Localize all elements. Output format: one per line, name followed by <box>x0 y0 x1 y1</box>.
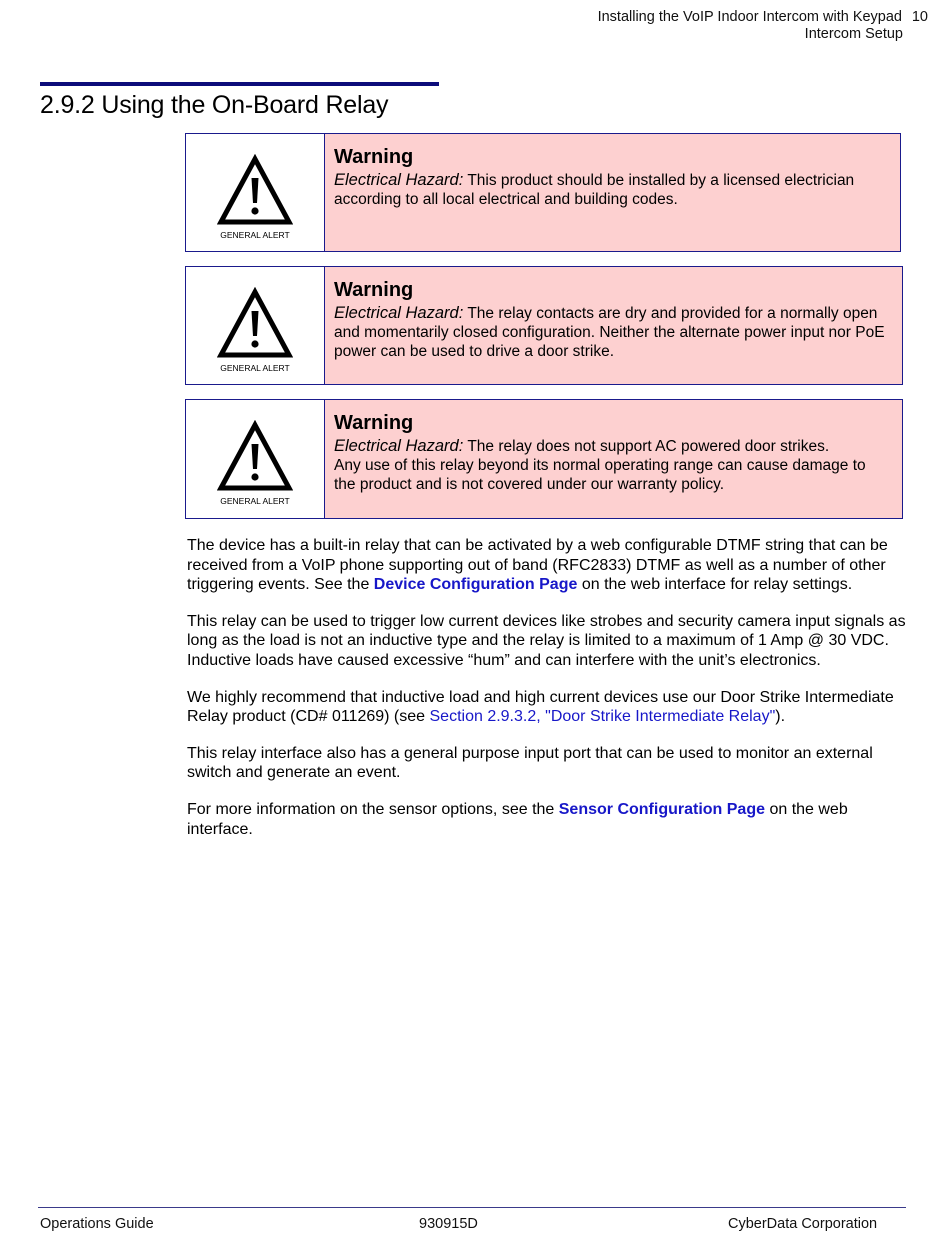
warning-triangle-icon <box>217 420 293 492</box>
warning-content <box>325 400 902 518</box>
alert-icon-label: GENERAL ALERT <box>220 363 290 373</box>
device-config-link[interactable]: Device Configuration Page <box>373 576 578 594</box>
footer-center: 930915D <box>419 1216 478 1232</box>
header-subtitle: Intercom Setup <box>804 26 903 42</box>
paragraph-text: The device has a built-in relay that can be activated by a web configurable DTMF string that can be received from a VoIP phone supporting out of band (RFC2833) DTMF as well as a number of other triggering events. See the <box>187 537 888 594</box>
warning-body: The relay does not support AC powered door strikes. <box>463 438 830 455</box>
warning-extra: Any use of this relay beyond its normal operating range can cause damage to the product and is not covered under our warranty policy. <box>334 457 866 493</box>
page-header <box>598 9 928 43</box>
header-title: Installing the VoIP Indoor Intercom with Keypad <box>597 9 902 25</box>
paragraph-text: We highly recommend that inductive load and high current devices use our Door Strike Intermediate Relay product (CD# 011269) (see <box>187 688 894 726</box>
warning-title: Warning <box>334 279 414 301</box>
warning-triangle-icon <box>217 287 293 359</box>
footer-rule <box>38 1207 906 1208</box>
footer-right: CyberData Corporation <box>728 1216 878 1232</box>
paragraph-text: For more information on the sensor options, see the <box>187 800 559 818</box>
paragraph: This relay can be used to trigger low current devices like strobes and security camera input signals as long as the load is not an inductive type and the relay is limited to a maximum of 1 Amp @ 30 VDC. Inductive loads have caused excessive “hum” and can interfere with the unit’s electronics. <box>187 612 906 669</box>
sensor-config-link[interactable]: Sensor Configuration Page <box>558 800 765 818</box>
alert-icon-cell <box>186 400 325 518</box>
paragraph-text: on the web interface for relay settings. <box>577 576 853 594</box>
warning-title: Warning <box>334 412 414 434</box>
hazard-label: Electrical Hazard: <box>334 304 464 322</box>
warning-box <box>185 133 901 252</box>
hazard-label: Electrical Hazard: <box>334 171 464 189</box>
paragraph-text: ). <box>775 708 786 726</box>
warning-body: The relay contacts are dry and provided for a normally open and momentarily closed configuration. Neither the alternate power input nor PoE power can be used to drive a door strike. <box>334 305 885 360</box>
body-text <box>187 536 907 856</box>
door-strike-section-link[interactable]: Section 2.9.3.2, "Door Strike Intermediate Relay" <box>429 708 776 726</box>
paragraph <box>187 536 907 595</box>
paragraph <box>187 688 907 727</box>
warning-content <box>325 134 900 251</box>
page-number: 10 <box>911 9 928 25</box>
hazard-label: Electrical Hazard: <box>334 437 464 455</box>
warning-text <box>334 171 888 209</box>
alert-icon-cell <box>186 267 325 384</box>
alert-icon-label: GENERAL ALERT <box>220 230 290 240</box>
header-row-1 <box>598 9 928 26</box>
paragraph-text: on the web interface. <box>187 800 848 838</box>
paragraph <box>187 800 907 839</box>
section-title: 2.9.2 Using the On-Board Relay <box>40 91 389 119</box>
warning-text <box>334 304 890 361</box>
warning-box <box>185 266 903 385</box>
warning-triangle-icon <box>217 154 293 226</box>
alert-icon-cell <box>186 134 325 251</box>
warning-content <box>325 267 902 384</box>
warning-body: This product should be installed by a licensed electrician according to all local electrical and building codes. <box>334 172 855 208</box>
section-rule <box>40 82 439 86</box>
warning-title: Warning <box>334 146 414 168</box>
warning-text <box>334 437 890 456</box>
paragraph: This relay interface also has a general purpose input port that can be used to monitor an external switch and generate an event. <box>187 744 873 782</box>
alert-icon-label: GENERAL ALERT <box>220 496 290 506</box>
warning-box <box>185 399 903 519</box>
footer-left: Operations Guide <box>40 1216 154 1232</box>
